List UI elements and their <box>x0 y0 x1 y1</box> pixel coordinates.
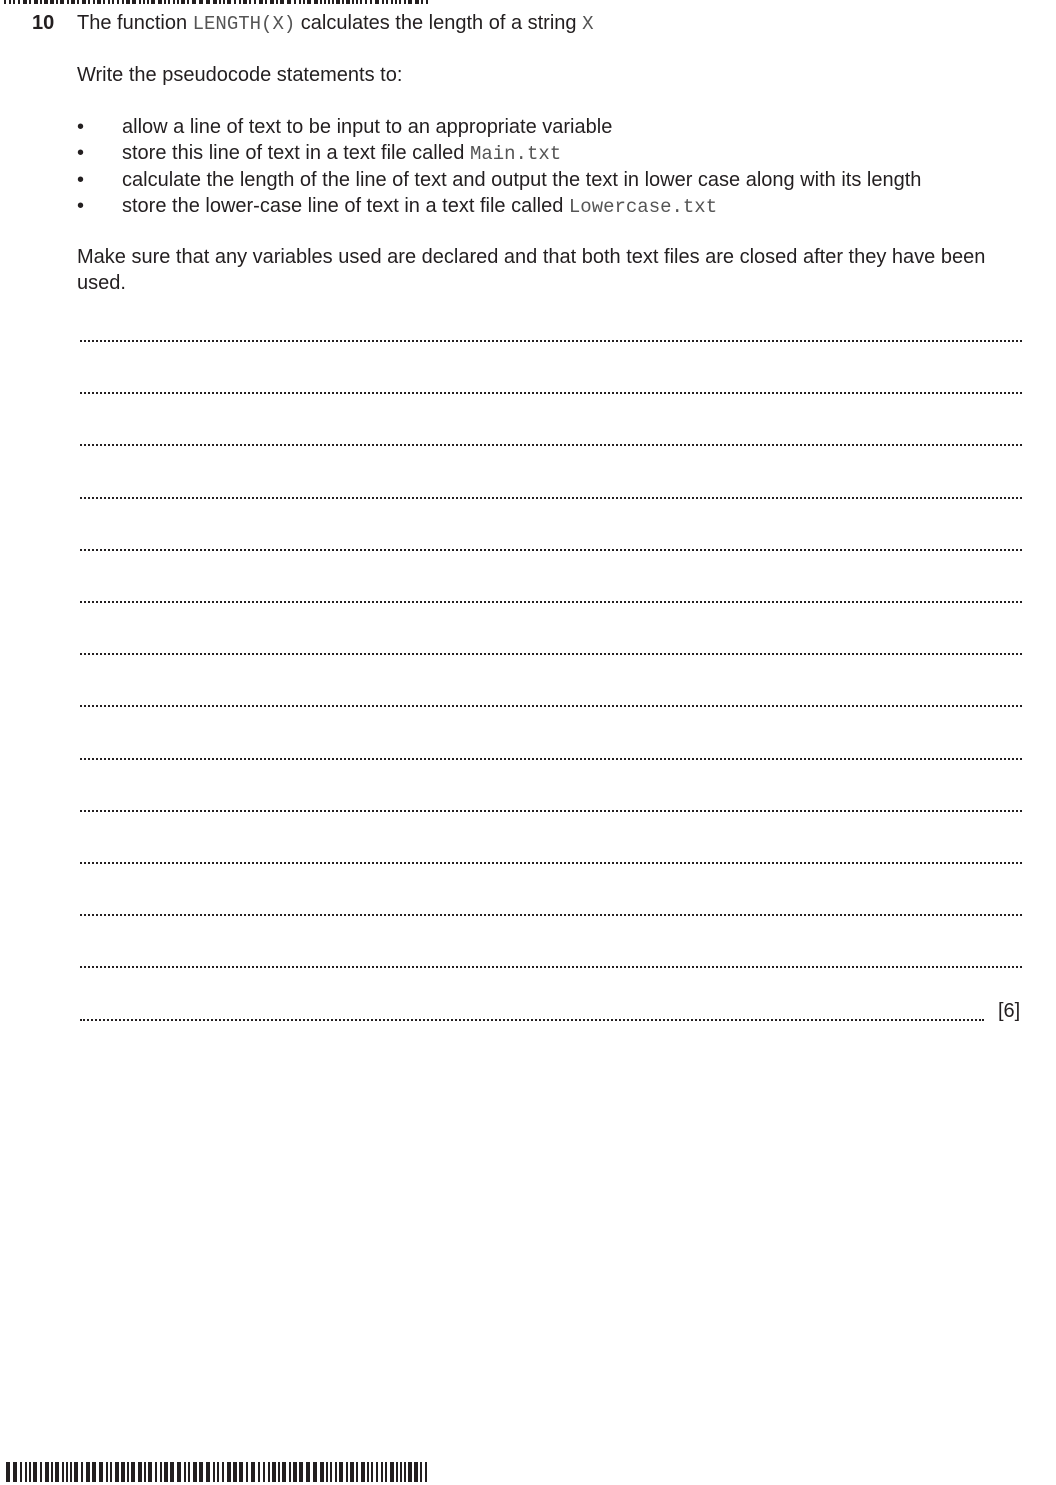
answer-line[interactable] <box>80 914 1022 916</box>
question-intro: The function LENGTH(X) calculates the length of a string X <box>77 12 594 35</box>
filename-code: Main.txt <box>469 143 562 165</box>
string-variable-code: X <box>582 13 594 35</box>
bullet-icon: • <box>77 169 85 191</box>
answer-line[interactable] <box>80 497 1022 499</box>
filename-code: Lowercase.txt <box>568 196 718 218</box>
top-barcode <box>4 0 428 4</box>
note-text: Make sure that any variables used are declared and that both text files are closed after they have been used. <box>77 246 986 294</box>
instruction-text: Write the pseudocode statements to: <box>77 64 403 86</box>
question-number: 10 <box>32 12 55 34</box>
bottom-barcode <box>6 1462 428 1482</box>
list-item: • allow a line of text to be input to an appropriate variable <box>77 116 613 138</box>
bullet-icon: • <box>77 142 85 164</box>
marks-label: [6] <box>998 1000 1021 1022</box>
list-item: • store the lower-case line of text in a text file called Lowercase.txt <box>77 195 718 218</box>
bullet-icon: • <box>77 195 85 217</box>
list-item: • store this line of text in a text file called Main.txt <box>77 142 562 165</box>
answer-line[interactable] <box>80 966 1022 968</box>
answer-line[interactable] <box>80 444 1022 446</box>
answer-line[interactable] <box>80 758 1022 760</box>
answer-line[interactable] <box>80 705 1022 707</box>
bullet-icon: • <box>77 116 85 138</box>
function-name-code: LENGTH(X) <box>192 13 296 35</box>
answer-line[interactable] <box>80 862 1022 864</box>
answer-line[interactable] <box>80 653 1022 655</box>
answer-line[interactable] <box>80 601 1022 603</box>
answer-line[interactable] <box>80 549 1022 551</box>
answer-line[interactable] <box>80 340 1022 342</box>
list-item: • calculate the length of the line of text and output the text in lower case along with its length <box>77 169 922 191</box>
answer-line[interactable] <box>80 810 1022 812</box>
requirements-list <box>77 114 921 220</box>
answer-line[interactable] <box>80 392 1022 394</box>
answer-line[interactable] <box>80 1019 984 1021</box>
